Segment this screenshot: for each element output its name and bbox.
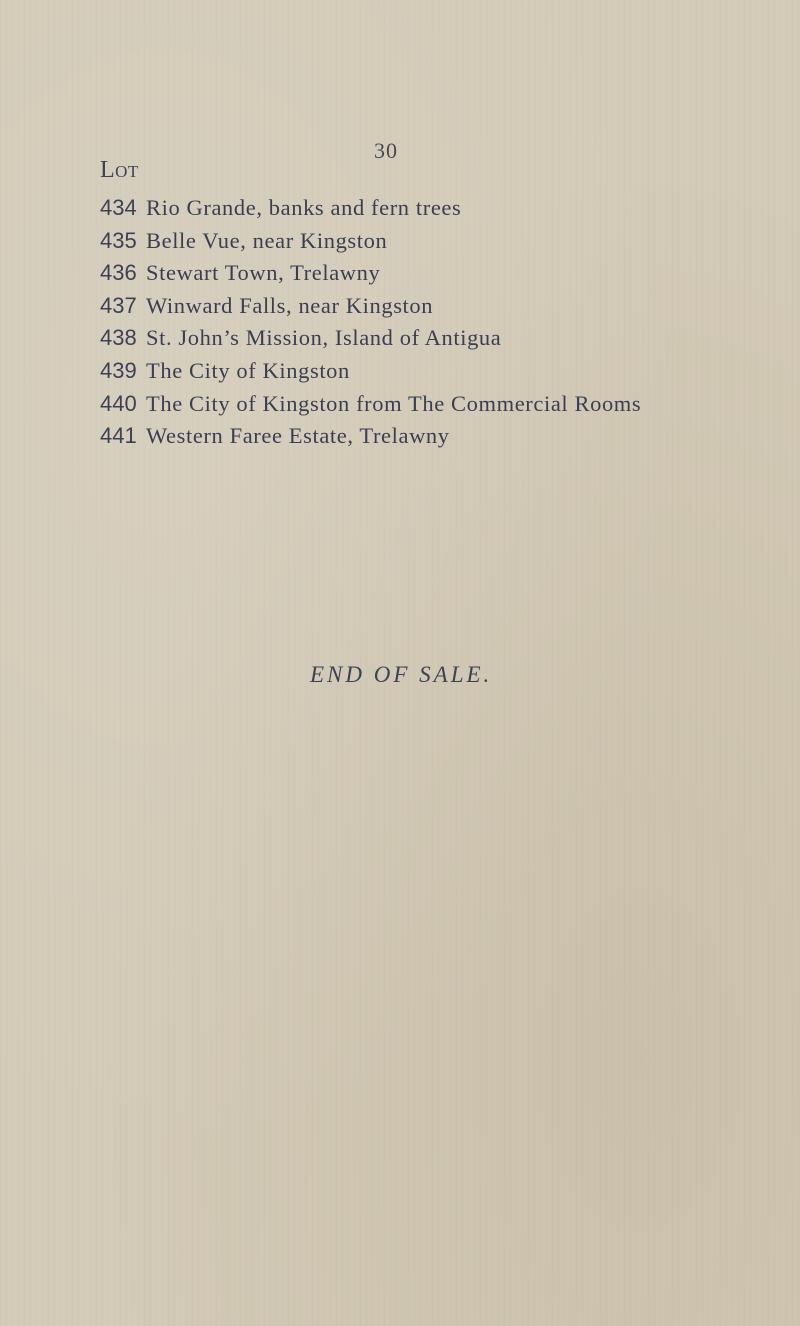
lot-number: 434 [100,195,137,220]
lot-row [100,322,790,355]
lot-title: The City of Kingston [146,357,350,383]
lot-row [100,257,790,290]
lot-number: 436 [100,260,137,286]
end-of-sale-footer: END OF SALE. [310,662,493,687]
lot-column-header: Lot [100,157,139,183]
lot-row [100,420,790,453]
lot-title: Stewart Town, Trelawny [146,260,381,286]
lot-title: The City of Kingston from The Commercial Rooms [146,390,642,416]
lot-row [100,225,790,258]
lot-number: 440 [100,390,137,416]
lot-row [100,388,790,421]
lot-title: Rio Grande, banks and fern trees [146,195,462,220]
lot-title: St. John’s Mission, Island of Antigua [146,325,502,351]
lot-number: 437 [100,292,137,318]
lot-row [100,290,790,323]
lot-title: Belle Vue, near Kingston [146,227,388,253]
lot-list [100,192,790,453]
lot-title: Western Faree Estate, Trelawny [146,423,450,449]
page-number: 30 [374,138,398,163]
lot-number: 438 [100,325,137,351]
lot-row [100,355,790,388]
lot-title: Winward Falls, near Kingston [146,292,434,318]
lot-row [100,192,790,225]
lot-number: 439 [100,357,137,383]
lot-number: 441 [100,423,137,449]
lot-number: 435 [100,227,137,253]
